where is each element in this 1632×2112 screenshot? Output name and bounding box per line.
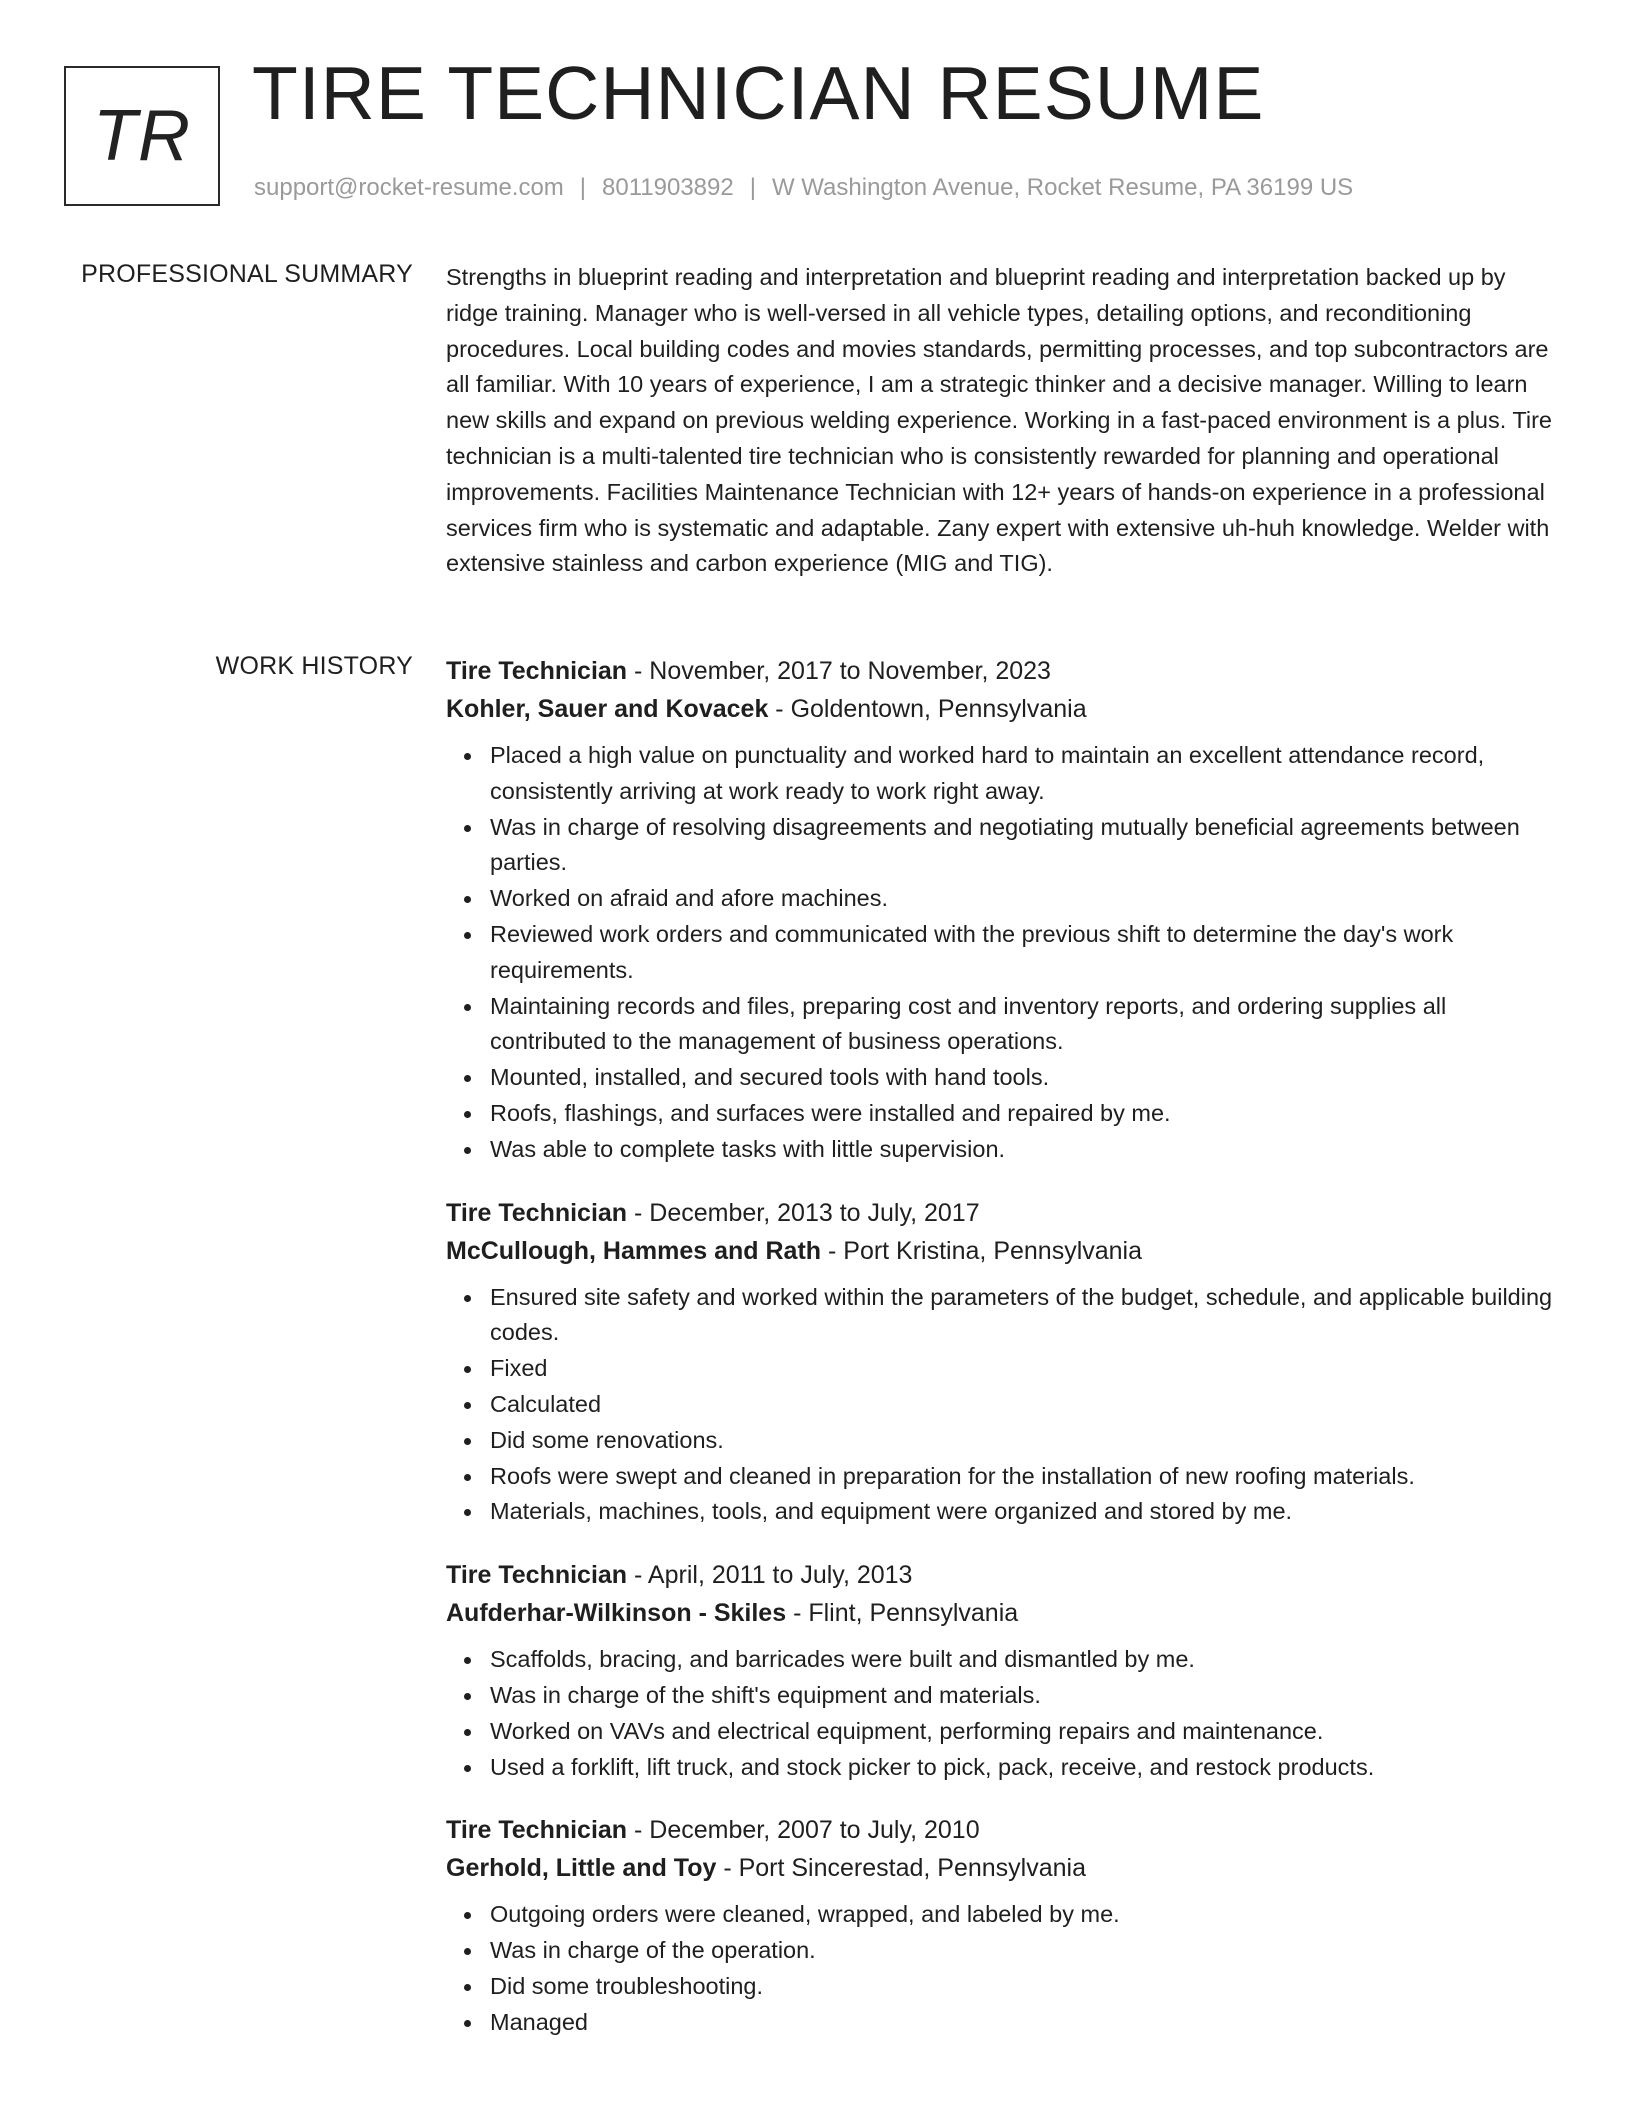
section-label-work-history: WORK HISTORY (215, 652, 413, 680)
resume-title: TIRE TECHNICIAN RESUME (252, 51, 1265, 135)
job-bullet: Calculated (490, 1387, 1562, 1423)
job-bullet: Worked on afraid and afore machines. (490, 881, 1562, 917)
job-location: - Port Kristina, Pennsylvania (821, 1236, 1143, 1265)
job-entry (446, 1811, 1562, 2040)
job-bullet: Was in charge of the operation. (490, 1933, 1562, 1969)
job-dates: - December, 2007 to July, 2010 (627, 1816, 980, 1845)
job-bullet: Mounted, installed, and secured tools with hand tools. (490, 1060, 1562, 1096)
job-bullet: Used a forklift, lift truck, and stock picker to pick, pack, receive, and restock products. (490, 1750, 1562, 1786)
contact-phone: 8011903892 (602, 174, 734, 201)
job-entry (446, 1556, 1562, 1785)
job-bullet: Did some renovations. (490, 1423, 1562, 1459)
job-bullet: Reviewed work orders and communicated with the previous shift to determine the day's work requirements. (490, 917, 1562, 989)
job-bullet: Was in charge of the shift's equipment and materials. (490, 1678, 1562, 1714)
job-company: McCullough, Hammes and Rath (446, 1236, 822, 1265)
contact-line (254, 174, 1353, 202)
job-bullet: Ensured site safety and worked within the parameters of the budget, schedule, and applicable building codes. (490, 1280, 1562, 1352)
work-history-body (446, 652, 1562, 2067)
job-dates: - November, 2017 to November, 2023 (627, 657, 1051, 685)
job-company: Kohler, Sauer and Kovacek (446, 695, 769, 723)
contact-separator: | (749, 174, 756, 201)
contact-separator: | (579, 174, 587, 201)
job-entry (446, 1194, 1562, 1531)
job-location: - Flint, Pennsylvania (786, 1599, 1019, 1628)
job-title-line (446, 1556, 1562, 1594)
job-bullet: Roofs were swept and cleaned in preparation for the installation of new roofing materials. (490, 1459, 1562, 1495)
summary-text: Strengths in blueprint reading and interpretation and blueprint reading and interpretation backed up by ridge training. Manager who is well-versed in all vehicle types, detailing options, and reconditioning procedures. Local building codes and movies standards, permitting processes, and top subcontractors are all familiar. With 10 years of experience, I am a strategic thinker and a decisive manager. Willing to learn new skills and expand on previous welding experience. Working in a fast-paced environment is a plus. Tire technician is a multi-talented tire technician who is consistently rewarded for planning and operational improvements. Facilities Maintenance Technician with 12+ years of hands-on experience in a professional services firm who is systematic and adaptable. Zany expert with extensive uh-huh knowledge. Welder with extensive stainless and carbon experience (MIG and TIG). (446, 264, 1552, 577)
job-bullet: Placed a high value on punctuality and worked hard to maintain an excellent attendance record, consistently arriving at work ready to work right away. (490, 738, 1562, 810)
contact-email: support@rocket-resume.com (254, 174, 564, 201)
job-company-line (446, 1594, 1562, 1632)
summary-body (446, 260, 1562, 582)
contact-address: W Washington Avenue, Rocket Resume, PA 36199 US (771, 174, 1354, 201)
job-company-line (446, 1232, 1562, 1270)
job-bullet: Fixed (490, 1351, 1562, 1387)
job-dates: - April, 2011 to July, 2013 (627, 1561, 913, 1590)
job-title: Tire Technician (446, 1561, 628, 1590)
job-location: - Port Sincerestad, Pennsylvania (716, 1854, 1087, 1883)
job-company: Aufderhar-Wilkinson - Skiles (446, 1599, 787, 1628)
job-company: Gerhold, Little and Toy (446, 1854, 717, 1883)
job-bullet-list (446, 1897, 1562, 2040)
job-bullet: Was able to complete tasks with little supervision. (490, 1132, 1562, 1168)
job-bullet: Scaffolds, bracing, and barricades were built and dismantled by me. (490, 1642, 1562, 1678)
job-title-line (446, 1811, 1562, 1849)
job-company-line (446, 1849, 1562, 1887)
job-bullet: Outgoing orders were cleaned, wrapped, and labeled by me. (490, 1897, 1562, 1933)
job-company-line (446, 690, 1562, 728)
job-title: Tire Technician (446, 1816, 628, 1845)
job-title-line (446, 1194, 1562, 1232)
job-bullet-list (446, 1642, 1562, 1785)
job-bullet: Managed (490, 2005, 1562, 2041)
job-bullet: Materials, machines, tools, and equipment were organized and stored by me. (490, 1494, 1562, 1530)
job-dates: - December, 2013 to July, 2017 (627, 1198, 980, 1227)
job-title: Tire Technician (446, 1198, 628, 1227)
section-label-summary: PROFESSIONAL SUMMARY (81, 260, 413, 288)
job-bullet: Maintaining records and files, preparing cost and inventory reports, and ordering supplies all contributed to the management of business operations. (490, 989, 1562, 1061)
job-bullet: Worked on VAVs and electrical equipment, performing repairs and maintenance. (490, 1714, 1562, 1750)
job-bullet-list (446, 1280, 1562, 1531)
job-bullet: Did some troubleshooting. (490, 1969, 1562, 2005)
monogram-logo: TR (64, 66, 220, 206)
resume-header (0, 0, 1632, 240)
job-bullet: Was in charge of resolving disagreements and negotiating mutually beneficial agreements between parties. (490, 810, 1562, 882)
job-bullet: Roofs, flashings, and surfaces were installed and repaired by me. (490, 1096, 1562, 1132)
job-title-line (446, 652, 1562, 690)
job-bullet-list (446, 738, 1562, 1168)
job-entry (446, 652, 1562, 1168)
job-title: Tire Technician (446, 657, 628, 685)
job-location: - Goldentown, Pennsylvania (768, 695, 1087, 723)
